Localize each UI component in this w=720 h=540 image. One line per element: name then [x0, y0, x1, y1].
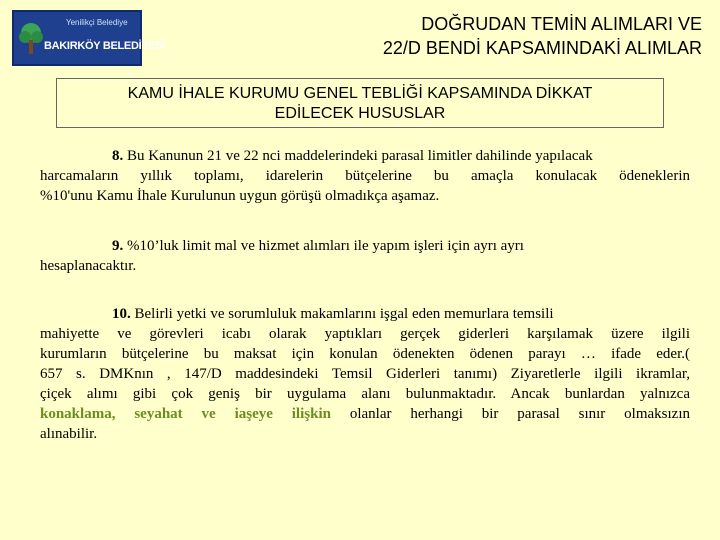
item-text: harcamaların yıllık toplamı, idarelerin bütçelerine bu amaçla konulacak ödeneklerin [40, 168, 690, 184]
item-number: 8. [112, 148, 124, 164]
notice-line-2: EDİLECEK HUSUSLAR [274, 105, 446, 122]
item-number: 10. [112, 306, 131, 322]
item-9 [40, 236, 690, 276]
item-text: alınabilir. [40, 426, 98, 442]
logo-slogan: Yenilikçi Belediye [66, 18, 128, 27]
item-number: 9. [112, 238, 124, 254]
item-10 [40, 304, 690, 444]
tree-logo-icon [18, 22, 44, 56]
notice-box [56, 78, 664, 128]
item-text: çiçek alımı gibi çok geniş bir uygulama alanı bulunmaktadır. Ancak bunlardan yalnızca [40, 386, 690, 402]
item-text: Belirli yetki ve sorumluluk makamlarını işgal eden memurlara temsili [134, 306, 554, 322]
page-title-line-1: DOĞRUDAN TEMİN ALIMLARI VE [421, 14, 702, 34]
notice-line-1: KAMU İHALE KURUMU GENEL TEBLİĞİ KAPSAMINDA DİKKAT [127, 85, 593, 102]
bakirkoy-logo [12, 10, 166, 66]
item-text: mahiyette ve görevleri icabı olarak yaptıkları gerçek giderleri karşılamak üzere ilgili [40, 326, 690, 342]
logo-brand: BAKIRKÖY BELEDİYESİ [44, 40, 166, 52]
item-text: kurumların bütçelerine bu maksat için konulan ödenekten ödenen parayı … ifade eder.( [40, 346, 690, 362]
item-text: olanlar herhangi bir parasal sınır olmaksızın [349, 406, 691, 422]
item-text: %10’luk limit mal ve hizmet alımları ile yapım işleri için ayrı ayrı [127, 238, 524, 254]
highlighted-text: konaklama, seyahat ve iaşeye ilişkin [40, 406, 331, 422]
item-text: Bu Kanunun 21 ve 22 nci maddelerindeki parasal limitler dahilinde yapılacak [127, 148, 593, 164]
page-title-line-2: 22/D BENDİ KAPSAMINDAKİ ALIMLAR [382, 38, 702, 58]
item-text: 657 s. DMKnın , 147/D maddesindeki Temsil Giderleri tanımı) Ziyaretlerle ilgili ikramlar, [40, 366, 690, 382]
page-title [252, 12, 702, 60]
item-text: %10'unu Kamu İhale Kurulunun uygun görüşü olmadıkça aşamaz. [40, 188, 440, 204]
item-8 [40, 146, 690, 206]
item-text: hesaplanacaktır. [40, 258, 137, 274]
